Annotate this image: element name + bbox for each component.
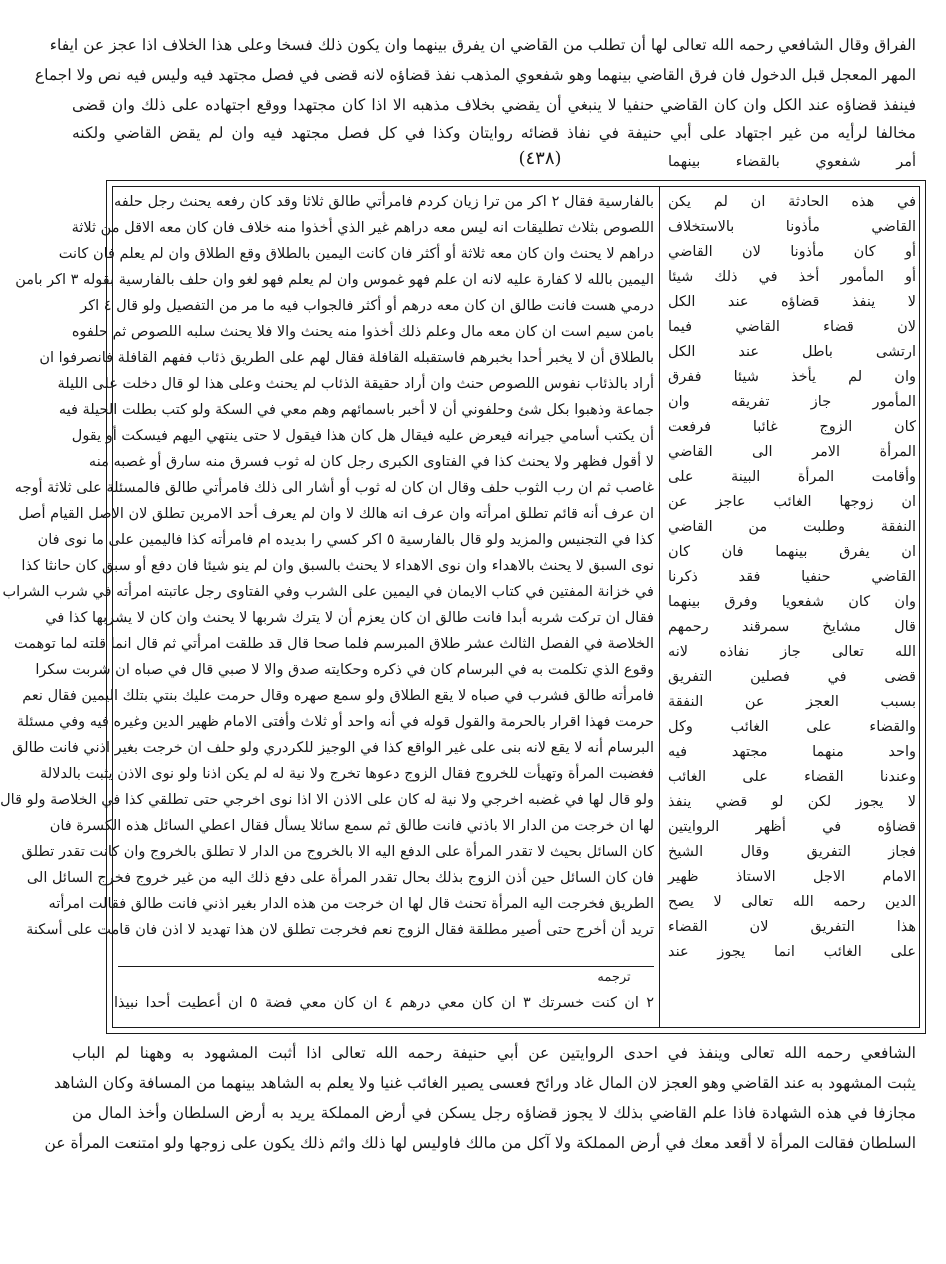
footnote-rule (118, 966, 654, 967)
side-line: كان الزوج غائبا فرفعت (668, 419, 916, 435)
side-line: ارتشى باطل عند الكل (668, 344, 916, 360)
main-line: درمي هست فانت طالق ان كان معه درهم أو أكثر فالجواب فيه ما مر من التفصيل ولو قال ٤ اكر (80, 298, 654, 314)
side-line: لا يجوز لكن لو قضي ينفذ (668, 794, 916, 810)
side-line: الامام الاجل الاستاذ ظهير (668, 869, 916, 885)
side-line: قضاؤه في أظهر الروايتين (668, 819, 916, 835)
main-line: ان عرف أنه قائم تطلق امرأته وان عرف انه هالك لا وان لم يعرف أحد الامرين تطلق لان الاصل القيام أصل (18, 506, 654, 522)
main-line: حرمت فهذا اقرار بالحرمة والقول قوله في أنه واحد أو ثلاث وأفتى الامام ظهير الدين وغيره فيه وفي مسئلة (16, 714, 654, 730)
side-line: أمر شفعوي بالقضاء بينهما (668, 154, 916, 170)
main-line: بامن سيم است ان كان معه مال وعلم ذلك أخذوا منه يحنث والا فلا يحنث سلبه اللصوص ثم حلفوه (71, 324, 654, 340)
side-line: على الغائب انما يجوز عند (668, 944, 916, 960)
side-line: لان قضاء القاضي فيما (668, 319, 916, 335)
main-line: فغضبت المرأة وتهيأت للخروج فقال الزوج دعوها تخرج ولا نية له لم يكن اذنا ولو نوى الاذن يثبت بالدلالة (40, 766, 654, 782)
top-line: مخالفا لرأيه من غير اجتهاد على أبي حنيفة في نفاذ قضائه روايتان وكذا في كل فصل مجتهد فيه وان لم يقض القاضي ولكنه (72, 124, 916, 142)
main-line: ولو قال لها في غضبه اخرجي ولا نية له كان على الاذن الا اذا نوى اخرجي حتى تطلقي كذا في الخلاصة ولو قال (0, 792, 654, 808)
side-line: قضى في فصلين التفريق (668, 669, 916, 685)
main-line: جماعة وذهبوا بكل شئ وحلفوني أن لا أخبر باسمائهم وهم معي في السكة ولو كتب بطلت الحيلة فيه (58, 402, 654, 418)
main-line: كذا في التجنيس والمزيد ولو قال بالفارسية ٥ اكر كسي را بديده ام فامرأته كذا فاليمين على ما نوى فان (37, 532, 654, 548)
main-line: اللصوص بثلاث تطليقات انه ليس معه دراهم غير الذي أخذوا منه خلاف فان كان معه الاقل من ثلاثة (71, 220, 654, 236)
column-divider (659, 186, 660, 1028)
main-line: البرسام أنه لا يقع لانه بنى على غير الواقع كذا في الوجيز للكردري ولو حلف ان خرجت بغير اذني فانت طالق (12, 740, 654, 756)
main-line: بالطلاق أن لا يخبر أحدا بخبرهم فاستقبله القافلة فقال لهم على الطريق ذئاب ففهم القافلة فانصرفوا ان (39, 350, 654, 366)
main-line: وقوع الذي تكلمت به في البرسام كان في ذكره وحكايته صدق والا لا صبي قال في صباه ان شربت سكرا (35, 662, 654, 678)
main-line: لها ان خرجت من الدار الا باذني فانت طالق ثم سمع سائلا يسأل فقال اعطي السائل هذه الكسرة فان (49, 818, 654, 834)
main-line: كان السائل بحيث لا تقدر المرأة على الدفع اليه الا بالخروج من الدار لا تطلق بالخروج وان كانت تقدر تطلق (21, 844, 654, 860)
side-line: وأقامت المرأة البينة على (668, 469, 916, 485)
main-line: الخلاصة في الفصل الثالث عشر طلاق المبرسم فلما صحا قال قد طلقت امرأتي ثم قال انما قلته لما توهمت (13, 636, 654, 652)
side-line: المأمور جاز تفريقه وان (668, 394, 916, 410)
side-line: الله تعالى جاز نفاذه لانه (668, 644, 916, 660)
main-line: نوى السبق لا يحنث بالاهداء وان نوى الاهداء لا يحنث بالسبق وان لم ينو شيئا فان دفع أو سبق كان حانثا كذا (21, 558, 654, 574)
side-line: وان كان شفعويا وفرق بينهما (668, 594, 916, 610)
top-line: المهر المعجل قبل الدخول فان فرق القاضي بينهما وهو شفعوي المذهب نفذ قضاؤه لانه قضى في فصل مجتهد فيه وليس فيه نص ولا اجماع (34, 66, 916, 84)
side-line: هذا التفريق لان القضاء (668, 919, 916, 935)
page-number: (٤٣٨) (518, 148, 562, 169)
main-line: فامرأته طالق فشرب في صباه لا يقع الطلاق ولو سمع صهره وقال حرمت عليك بنتي بتلك اليمين فقال نعم (22, 688, 654, 704)
main-line: تريد أن أخرج حتى أصير مطلقة فقال الزوج نعم فخرجت تطلق لان هذا تهديد لا اذن فان قامت على أسكنة (26, 922, 654, 938)
side-line: وعندنا القضاء على الغائب (668, 769, 916, 785)
side-line: القاضي حنفيا فقد ذكرنا (668, 569, 916, 585)
bottom-line: يثبت المشهود به عند القاضي وهو العجز لان المال غاد ورائح فعسى يصير الغائب غنيا ولا يعلم به الشاهد بينهما من المسافة وكان الشاهد (53, 1074, 916, 1092)
main-line: غاصب ثم ان رب الثوب حلف وقال ان كان له ثوب أو أشار الى ذلك فامرأتي طالق فالمسئلة على ثلاثة أوجه (14, 480, 654, 496)
main-line: فان كان السائل حين أذن الزوج بذلك بحال تقدر المرأة على دفع ذلك اليه من غير خروج فخرج السائل الى (26, 870, 654, 886)
side-line: واحد منهما مجتهد فيه (668, 744, 916, 760)
main-line: دراهم لا يحنث وان كان معه ثلاثة أو أكثر فان كانت اليمين بالطلاق وقع الطلاق وان لم يعلم فان كانت (58, 246, 654, 262)
main-line: الطريق فخرجت اليه المرأة تحنث قال لها ان خرجت من هذه الدار بغير اذني فانت طالق فقالت امرأته (48, 896, 654, 912)
side-line: بسبب العجز عن النفقة (668, 694, 916, 710)
side-line: وان لم يأخذ شيئا ففرق (668, 369, 916, 385)
main-line: اليمين بالله لا كفارة عليه لانه ان علم فهو غموس وان لم يعلم فهو لغو وان حلف بالفارسية بقوله ٣ اكر بامن (15, 272, 654, 288)
footnote-line: ٢ ان كنت خسرتك ٣ ان كان معي درهم ٤ ان كان معي فضة ٥ ان أعطيت أحدا نبيذا (114, 995, 654, 1011)
side-line: القاضي مأذونا بالاستخلاف (668, 219, 916, 235)
main-line: أن يكتب أسامي جيرانه فيعرض عليه فيقال هل كان هذا فيقول لا حتى ينتهي اليهم فيسكت أو يقول (71, 428, 654, 444)
side-line: في هذه الحادثة ان لم يكن (668, 194, 916, 210)
side-line: النفقة وطلبت من القاضي (668, 519, 916, 535)
side-line: المرأة الامر الى القاضي (668, 444, 916, 460)
side-line: أو المأمور أخذ في ذلك شيئا (668, 269, 916, 285)
side-line: قال مشايخ سمرقند رحمهم (668, 619, 916, 635)
side-line: والقضاء على الغائب وكل (668, 719, 916, 735)
side-line: الدين رحمه الله تعالى لا يصح (668, 894, 916, 910)
side-line: ان يفرق بينهما فان كان (668, 544, 916, 560)
top-line: الفراق وقال الشافعي رحمه الله تعالى لها أن تطلب من القاضي ان يفرق بينهما وان يكون ذلك فسخا وعلى هذا الخلاف اذا عجز عن ايفاء (49, 36, 916, 54)
main-line: فقال ان تركت شربه أبدا فانت طالق ان كان يعزم أن لا يترك شربها لا يحنث وان كان لا يشربها كذا في (45, 610, 654, 626)
main-line: بالفارسية فقال ٢ اكر من ترا زيان كردم فامرأتي طالق ثلاثا وقد كان رفعه يحنث رجل حلفه (114, 194, 654, 210)
side-line: لا ينفذ قضاؤه عند الكل (668, 294, 916, 310)
side-line: فجاز التفريق وقال الشيخ (668, 844, 916, 860)
main-line: لا أقول فظهر ولا يحنث كذا في الفتاوى الكبرى رجل كان له ثوب فسرق منه سارق أو غصبه منه (88, 454, 654, 470)
top-line: فينفذ قضاؤه عند الكل وان كان القاضي حنفيا لا ينبغي أن يقضي بخلاف مذهبه الا اذا كان مجتهدا ووقع اجتهاده على ذلك وان قضى (72, 96, 916, 114)
main-line: في خزانة المفتين في كتاب الايمان في اليمين على الشرب وفي الفتاوى رجل عاتبته امرأته في شرب الشراب (2, 584, 654, 600)
side-line: أو كان مأذونا لان القاضي (668, 244, 916, 260)
footnote-heading: ترجمه (597, 970, 631, 985)
side-line: ان زوجها الغائب عاجز عن (668, 494, 916, 510)
bottom-line: الشافعي رحمه الله تعالى وينفذ في احدى الروايتين عن أبي حنيفة رحمه الله تعالى اذا أثبت المشهود به وههنا لم الباب (72, 1044, 916, 1062)
bottom-line: السلطان فقالت المرأة لا أقعد معك في أرض المملكة ولا آكل من مالك فاوليس لها ذلك واثم ذلك يكون على زوجها ولو امتنعت المرأة عن (44, 1134, 916, 1152)
bottom-line: مجازفا في هذه الشهادة فاذا علم القاضي بذلك لا يجوز قضاؤه رجل يسكن في أرض المملكة يريد به أرض السلطان وأخذ المال من (72, 1104, 916, 1122)
main-line: أراد بالذئاب نفوس اللصوص حنث وان أراد حقيقة الذئاب لم يحنث وعلى هذا لو قال دخلت على الليلة (57, 376, 654, 392)
